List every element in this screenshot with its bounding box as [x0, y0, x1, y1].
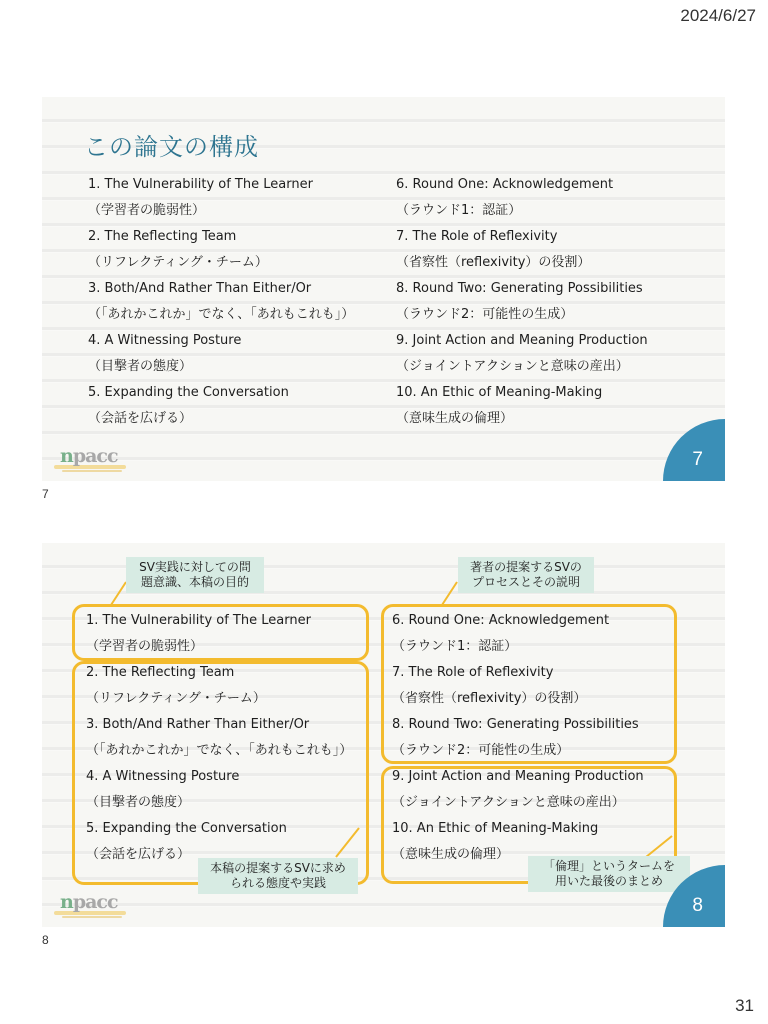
toc-item: 3. Both/And Rather Than Either/Or: [88, 281, 312, 296]
toc-item: 7. The Role of Reflexivity: [392, 665, 554, 680]
logo-text: npacc: [60, 891, 118, 913]
slide-title: この論文の構成: [84, 133, 259, 161]
toc-right-column: [392, 608, 644, 868]
slide-caption: 7: [42, 487, 49, 501]
slide-caption: 8: [42, 933, 49, 947]
toc-item-ja: （学習者の脆弱性）: [86, 639, 204, 654]
toc-item-ja: （ラウンド1：認証）: [396, 203, 522, 218]
toc-item: 4. A Witnessing Posture: [86, 769, 240, 784]
toc-item: 9. Joint Action and Meaning Production: [396, 333, 648, 348]
slide-number: 7: [692, 449, 703, 470]
toc-item: 2. The Reflecting Team: [88, 229, 237, 244]
annotation-line: 著者の提案するSVの: [470, 560, 582, 574]
toc-item: 1. The Vulnerability of The Learner: [86, 613, 311, 628]
toc-item-ja: （目撃者の態度）: [86, 795, 191, 810]
toc-item: 5. Expanding the Conversation: [88, 385, 289, 400]
toc-item-ja: （意味生成の倫理）: [392, 847, 510, 862]
slide-8: [42, 543, 725, 927]
toc-item-ja: （「あれかこれか」でなく、「あれもこれも」）: [86, 743, 353, 758]
annotation-practice: [198, 858, 358, 894]
toc-item: 6. Round One: Acknowledgement: [396, 177, 614, 192]
toc-item-ja: （リフレクティング・チーム）: [88, 255, 268, 270]
toc-item: 1. The Vulnerability of The Learner: [88, 177, 313, 192]
page-number: 31: [735, 996, 754, 1015]
annotation-line: SV実践に対しての問: [139, 560, 251, 574]
toc-item-ja: （「あれかこれか」でなく、「あれもこれも」）: [88, 307, 355, 322]
annotation-line: られる態度や実践: [229, 876, 326, 890]
annotation-process: [458, 557, 594, 593]
slide-number: 8: [692, 895, 703, 916]
toc-item-ja: （会話を広げる）: [86, 847, 191, 862]
toc-item-ja: （ジョイントアクションと意味の産出）: [392, 795, 625, 810]
toc-item-ja: （学習者の脆弱性）: [88, 203, 206, 218]
print-date: 2024/6/27: [680, 6, 756, 25]
logo-swoosh: [62, 470, 122, 472]
toc-item-ja: （ラウンド2：可能性の生成）: [392, 743, 570, 758]
toc-item-ja: （目撃者の態度）: [88, 359, 193, 374]
annotation-line: 本稿の提案するSVに求め: [210, 861, 346, 875]
toc-right-column: [396, 172, 648, 432]
toc-item-ja: （省察性（reflexivity）の役割）: [396, 255, 591, 270]
toc-item: 7. The Role of Reflexivity: [396, 229, 558, 244]
toc-item-ja: （意味生成の倫理）: [396, 411, 514, 426]
toc-left-column: [88, 172, 354, 432]
annotation-line: 「倫理」というタームを: [542, 859, 675, 873]
toc-item: 8. Round Two: Generating Possibilities: [396, 281, 643, 296]
npacc-logo: [54, 445, 126, 473]
toc-item: 5. Expanding the Conversation: [86, 821, 287, 836]
toc-item-ja: （ラウンド2：可能性の生成）: [396, 307, 574, 322]
toc-item-ja: （リフレクティング・チーム）: [86, 691, 266, 706]
toc-left-column: [86, 608, 352, 868]
toc-item: 6. Round One: Acknowledgement: [392, 613, 610, 628]
toc-item-ja: （ジョイントアクションと意味の産出）: [396, 359, 629, 374]
toc-item-ja: （ラウンド1：認証）: [392, 639, 518, 654]
annotation-line: 用いた最後のまとめ: [554, 874, 663, 888]
annotation-conclusion: [528, 856, 690, 892]
npacc-logo: [54, 891, 126, 919]
toc-item: 8. Round Two: Generating Possibilities: [392, 717, 639, 732]
logo-swoosh: [62, 916, 122, 918]
annotation-line: 題意識、本稿の目的: [140, 575, 249, 589]
toc-item: 9. Joint Action and Meaning Production: [392, 769, 644, 784]
toc-item-ja: （省察性（reflexivity）の役割）: [392, 691, 587, 706]
toc-item: 10. An Ethic of Meaning-Making: [396, 385, 603, 400]
annotation-intro: [126, 557, 264, 593]
annotation-line: プロセスとその説明: [471, 575, 580, 589]
toc-item: 2. The Reflecting Team: [86, 665, 235, 680]
toc-item: 10. An Ethic of Meaning-Making: [392, 821, 599, 836]
toc-item: 4. A Witnessing Posture: [88, 333, 242, 348]
toc-item-ja: （会話を広げる）: [88, 411, 193, 426]
slide-7: [42, 97, 725, 481]
toc-item: 3. Both/And Rather Than Either/Or: [86, 717, 310, 732]
logo-text: npacc: [60, 445, 118, 467]
